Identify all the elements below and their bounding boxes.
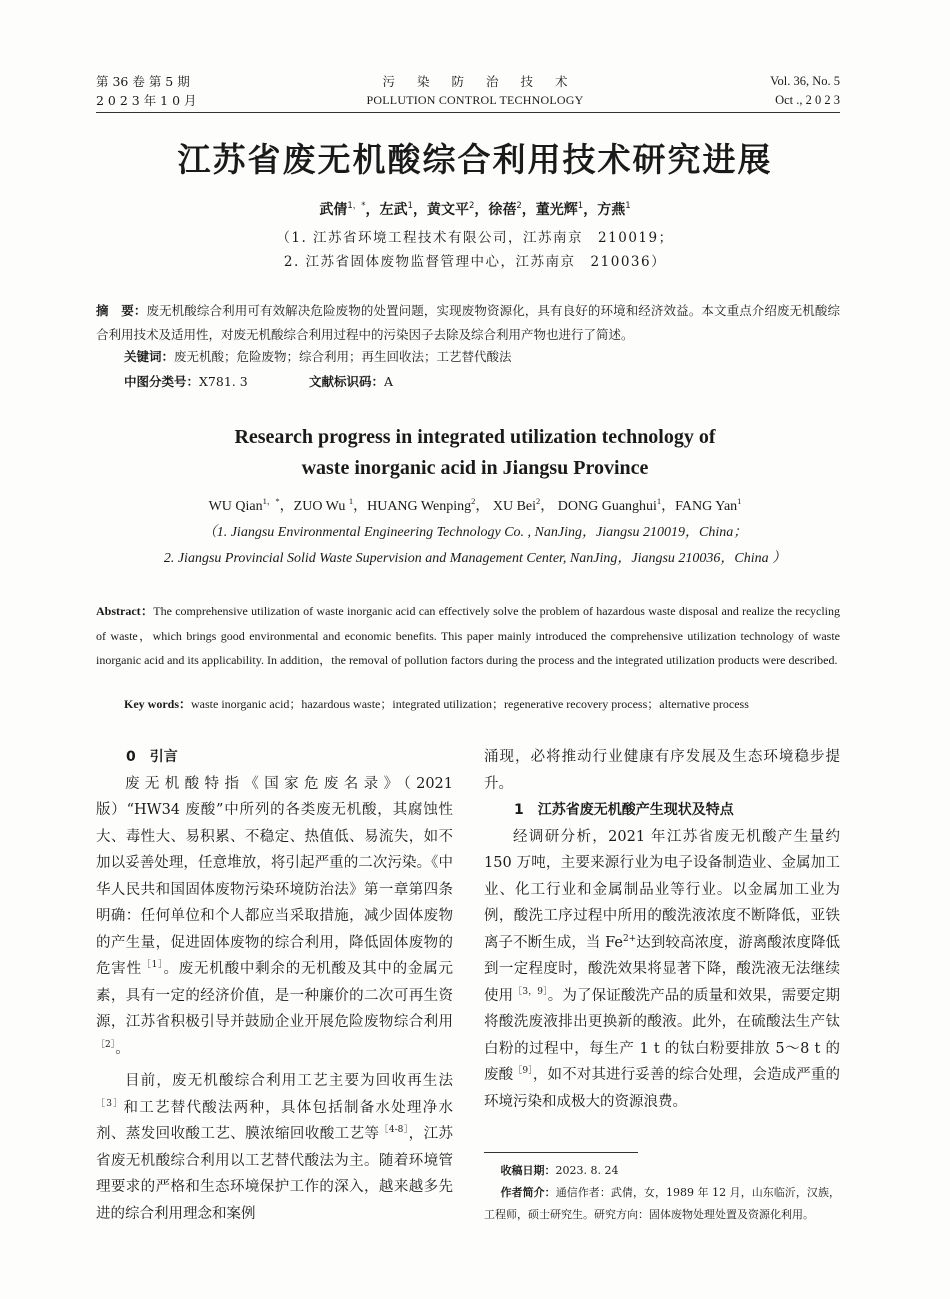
citation: ［9］ — [513, 1066, 533, 1076]
body-column-right — [484, 744, 840, 1115]
author-name-en: XU Bei — [492, 499, 537, 514]
publish-date: 2 0 2 3 年 1 0 月 — [96, 93, 197, 108]
superscript-charge: 2+ — [622, 933, 637, 944]
affiliation-en-1 — [0, 521, 950, 541]
paragraph-text: 达到较高浓度，游离酸浓度降低到一定程度时，酸洗效果将显著下降，酸洗液无法继续使用 — [484, 934, 840, 1004]
journal-name-zh: 污染防治技术 — [382, 74, 590, 89]
keywords-en-text: waste inorganic acid；hazardous waste；integrated utilization；regenerative recovery process；alternative process — [191, 697, 749, 711]
author-affil-mark: 1 — [407, 201, 413, 211]
author-bio-label: 作者简介： — [500, 1186, 556, 1199]
author-name-en: ZUO Wu — [293, 499, 349, 514]
paragraph-text: 和工艺替代酸法两种，具体包括制备水处理净水剂、蒸发回收酸工艺、膜浓缩回收酸工艺等 — [96, 1099, 453, 1142]
article-title-en-line1: Research progress in integrated utilization technology of — [234, 426, 716, 448]
doc-code-label: 文献标识码： — [309, 374, 385, 389]
publish-date-en: Oct ., 2 0 2 3 — [775, 93, 840, 107]
article-title-en-line2: waste inorganic acid in Jiangsu Province — [301, 457, 649, 479]
citation: ［2］ — [96, 1039, 116, 1050]
abstract-zh — [96, 299, 840, 347]
author-affil-mark: 1，* — [262, 496, 280, 506]
author-affil-mark: 2 — [536, 496, 541, 506]
doc-code — [309, 372, 393, 390]
running-header-right — [770, 72, 840, 110]
body-paragraph-1 — [96, 771, 453, 1063]
author-affil-mark: 1 — [577, 201, 584, 211]
author-bio-text: 通信作者：武倩，女，1989 年 12 月，山东临沂，汉族，工程师，硕士研究生。研究方向：固体废物处理处置及资源化利用。 — [484, 1186, 841, 1221]
volume-issue-en: Vol. 36, No. 5 — [770, 74, 840, 88]
paragraph-text: 。为了保证酸洗产品的质量和效果，需要定期将酸洗废液排出更换新的酸液。此外，在硫酸法生产钛白粉的过程中，每生产 1 t 的钛白粉要排放 5～8 t 的废酸 — [484, 987, 841, 1083]
author-affil-mark: 1 — [737, 496, 742, 506]
author-affil-mark: 2 — [471, 496, 476, 506]
affiliation-en-1-text: （1. Jiangsu Environmental Engineering Technology Co. , NanJing，Jiangsu 210019，China； — [202, 525, 748, 540]
author-name: 方燕 — [597, 202, 626, 218]
author-affil-mark: 1 — [348, 496, 354, 506]
paragraph-text: 。 — [115, 1040, 130, 1057]
abstract-zh-label: 摘 要： — [96, 303, 147, 318]
author-name-en: HUANG Wenping — [367, 499, 472, 514]
paragraph-text: ，如不对其进行妥善的综合处理，会造成严重的环境污染和成极大的资源浪费。 — [484, 1067, 841, 1110]
paragraph-text: 。废无机酸中剩余的无机酸及其中的金属元素，具有一定的经济价值，是一种廉价的二次可再生资源，江苏省积极引导并鼓励企业开展危险废物综合利用 — [96, 961, 454, 1030]
classification-line — [124, 372, 394, 390]
footnote-rule — [484, 1152, 638, 1153]
article-title-en — [0, 422, 950, 484]
section-heading-0: 0 引言 — [126, 749, 178, 765]
body-paragraph-2 — [96, 1068, 453, 1227]
author-name: 左武 — [379, 202, 408, 218]
header-rule — [96, 112, 840, 113]
author-name: 徐蓓 — [488, 202, 517, 218]
author-affil-mark: 1 — [625, 201, 631, 211]
keywords-zh — [124, 347, 512, 365]
paragraph-text: 经调研分析，2021 年江苏省废无机酸产生量约 150 万吨，主要来源行业为电子设备制造业、金属加工业、化工行业和金属制品业等行业。以金属加工业为例，酸洗工序过程中所用的酸洗液浓度不断降低，亚铁离子不断生成，当 Fe — [484, 828, 840, 951]
paragraph-text: 废无机酸特指《国家危废名录》（2021 版）“HW34 废酸”中所列的各类废无机酸，其腐蚀性大、毒性大、易积累、不稳定、热值低、易流失，如不加以妥善处理，任意堆放，将引起严重的二次污染。《中华人民共和国固体废物污染环境防治法》第一章第四条明确：任何单位和个人都应当采取措施，减少固体废物的产生量，促进固体废物的综合利用，降低固体废物的危害性 — [96, 775, 453, 977]
affiliation-en-2 — [0, 547, 950, 567]
journal-name-en: POLLUTION CONTROL TECHNOLOGY — [366, 93, 584, 107]
paragraph-text: 目前，废无机酸综合利用工艺主要为回收再生法 — [125, 1073, 453, 1089]
body-paragraph-3 — [484, 824, 840, 1116]
affiliation-zh-2: 2. 江苏省固体废物监督管理中心，江苏南京 210036） — [283, 254, 667, 270]
article-title-zh: 江苏省废无机酸综合利用技术研究进展 — [177, 140, 773, 179]
author-name: 黄文平 — [426, 202, 469, 218]
paragraph-text: ，江苏省废无机酸综合利用以工艺替代酸法为主。随着环境管理要求的严格和生态环境保护工作的深入，越来越多先进的综合利用理念和案例 — [96, 1126, 454, 1222]
body-column-left — [96, 744, 453, 1227]
abstract-en-text: The comprehensive utilization of waste inorganic acid can effectively solve the problem of hazardous waste disposal and realize the recycling of waste，which brings good environmental and economic benefits. This paper mainly introduced the comprehensive utilization technology of waste inorganic acid and its applicability. In addition，the removal of pollution factors during the process and the integrated utilization products were described. — [96, 604, 840, 667]
author-name-en: FANG Yan — [675, 499, 738, 514]
footnote — [484, 1160, 840, 1226]
keywords-en-label: Key words： — [124, 697, 191, 711]
affiliation-en-2-text: 2. Jiangsu Provincial Solid Waste Supervision and Management Center, NanJing，Jiangsu 210036，China ） — [163, 551, 787, 566]
body-paragraph-2-continued: 涌现，必将推动行业健康有序发展及生态环境稳步提升。 — [484, 749, 840, 792]
doc-code-value: A — [384, 374, 394, 389]
citation: ［1］ — [141, 960, 164, 970]
abstract-en — [96, 599, 840, 673]
keywords-zh-label: 关键词： — [124, 349, 175, 364]
received-date-label: 收稿日期： — [500, 1164, 556, 1177]
section-heading-1: 1 江苏省废无机酸产生现状及特点 — [514, 802, 734, 818]
author-name: 董光辉 — [535, 202, 578, 218]
citation: ［3，9］ — [513, 986, 548, 997]
keywords-zh-text: 废无机酸；危险废物；综合利用；再生回收法；工艺替代酸法 — [174, 349, 512, 364]
received-date — [484, 1160, 840, 1182]
keywords-en — [124, 695, 749, 712]
volume-issue: 第 36 卷 第 5 期 — [96, 74, 190, 89]
abstract-en-label: Abstract： — [96, 604, 154, 618]
author-list-en: WU Qian$^{1,*}$，ZUO Wu $^1$，HUANG Wenping$^2$， XU Bei$^2$， DONG Guanghui$^1$，FANG Yan$^1$ — [208, 496, 742, 514]
author-list-zh: 武倩$^{1,*}$，左武$^1$，黄文平$^2$，徐蓓$^2$，董光辉$^1$，方燕$^1$ — [319, 201, 631, 218]
author-affil-mark: 2 — [516, 201, 522, 211]
citation: ［3］ — [96, 1098, 124, 1109]
author-name-en: DONG Guanghui — [557, 499, 657, 514]
author-bio — [484, 1182, 840, 1226]
citation: ［4-8］ — [379, 1125, 409, 1135]
author-affil-mark: 1，* — [347, 201, 366, 211]
received-date-value: 2023. 8. 24 — [555, 1164, 619, 1177]
clc-label: 中图分类号： — [124, 374, 200, 389]
clc-value: X781. 3 — [199, 374, 248, 389]
author-affil-mark: 1 — [656, 496, 662, 506]
author-name: 武倩 — [319, 202, 348, 218]
author-affil-mark: 2 — [468, 201, 475, 211]
abstract-zh-text: 废无机酸综合利用可有效解决危险废物的处置问题，实现废物资源化，具有良好的环境和经济效益。本文重点介绍废无机酸综合利用技术及适用性，对废无机酸综合利用过程中的污染因子去除及综合利用产物也进行了简述。 — [96, 303, 840, 342]
affiliation-zh-1: （1. 江苏省环境工程技术有限公司，江苏南京 210019； — [276, 230, 674, 246]
author-name-en: WU Qian — [208, 499, 263, 514]
